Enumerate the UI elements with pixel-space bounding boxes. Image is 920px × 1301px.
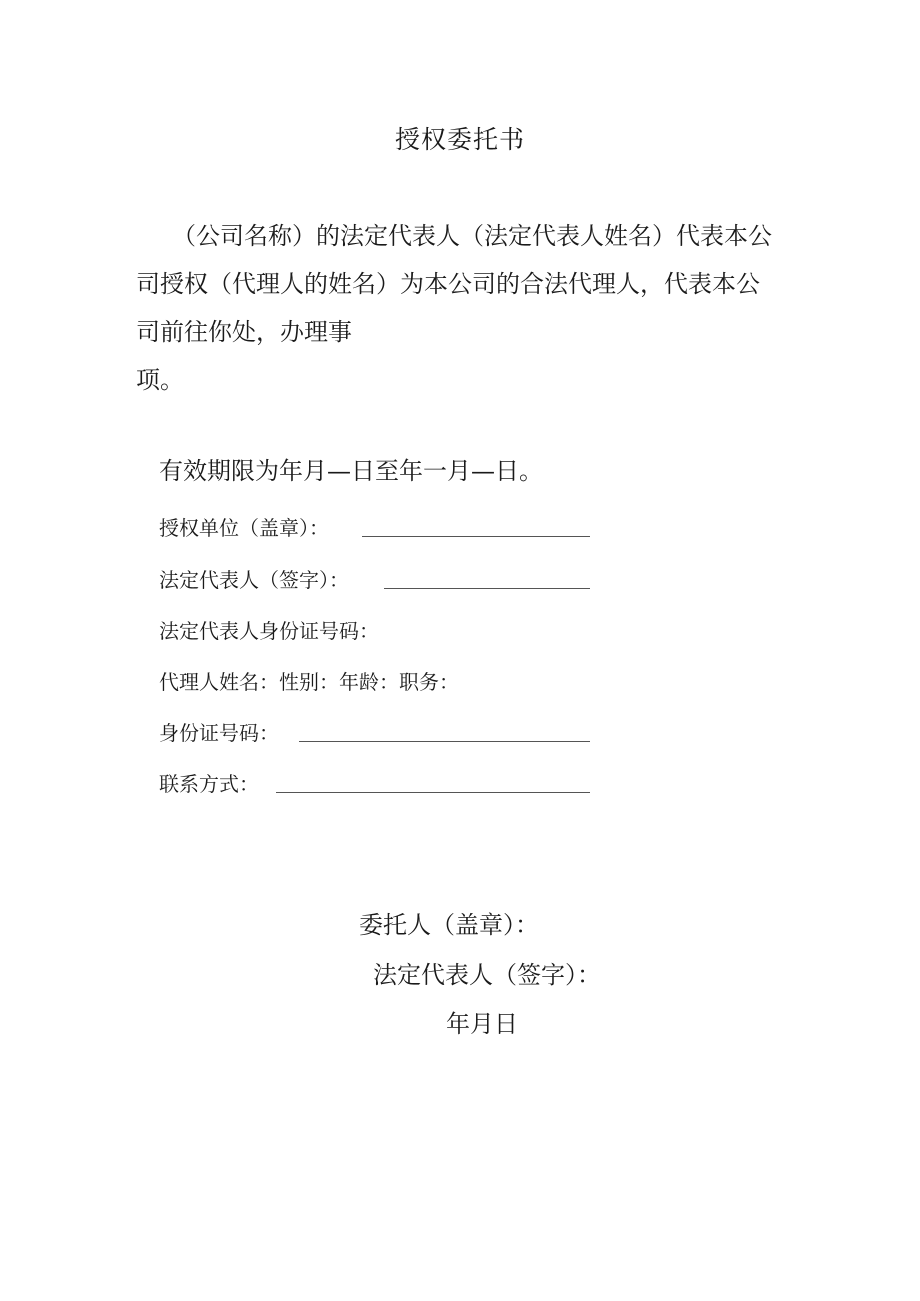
agent-info-label: 代理人姓名：性别：年龄：职务： bbox=[159, 670, 459, 694]
validity-period: 有效期限为年月—日至年一月—日。 bbox=[159, 457, 543, 485]
body-line: 项。 bbox=[136, 366, 184, 394]
body-line: （公司名称）的法定代表人（法定代表人姓名）代表本公 bbox=[172, 222, 772, 250]
id-number-label: 身份证号码： bbox=[159, 721, 279, 745]
legal-rep-sign-field bbox=[159, 564, 599, 594]
legal-rep-id-field bbox=[159, 615, 599, 645]
id-number-blank-line bbox=[299, 741, 590, 742]
body-paragraph bbox=[136, 212, 796, 404]
legal-rep-sign-label: 法定代表人（签字）： bbox=[159, 568, 349, 592]
date-label: 年月日 bbox=[446, 1010, 518, 1038]
principal-seal-label: 委托人（盖章）： bbox=[359, 911, 539, 939]
contact-blank-line bbox=[276, 792, 590, 793]
contact-field bbox=[159, 768, 599, 798]
legal-rep-sign-blank-line bbox=[384, 588, 590, 589]
body-line: 司授权（代理人的姓名）为本公司的合法代理人，代表本公 bbox=[136, 270, 760, 298]
legal-rep-signature-label: 法定代表人（签字）： bbox=[373, 961, 601, 989]
issuer-label: 授权单位（盖章）： bbox=[159, 516, 329, 540]
issuer-blank-line bbox=[362, 536, 590, 537]
body-line: 司前往你处，办理事 bbox=[136, 318, 352, 346]
contact-label: 联系方式： bbox=[159, 772, 259, 796]
id-number-field bbox=[159, 717, 599, 747]
agent-info-field bbox=[159, 666, 599, 696]
legal-rep-id-label: 法定代表人身份证号码： bbox=[159, 619, 379, 643]
issuer-field bbox=[159, 512, 599, 542]
document-title: 授权委托书 bbox=[394, 125, 525, 154]
